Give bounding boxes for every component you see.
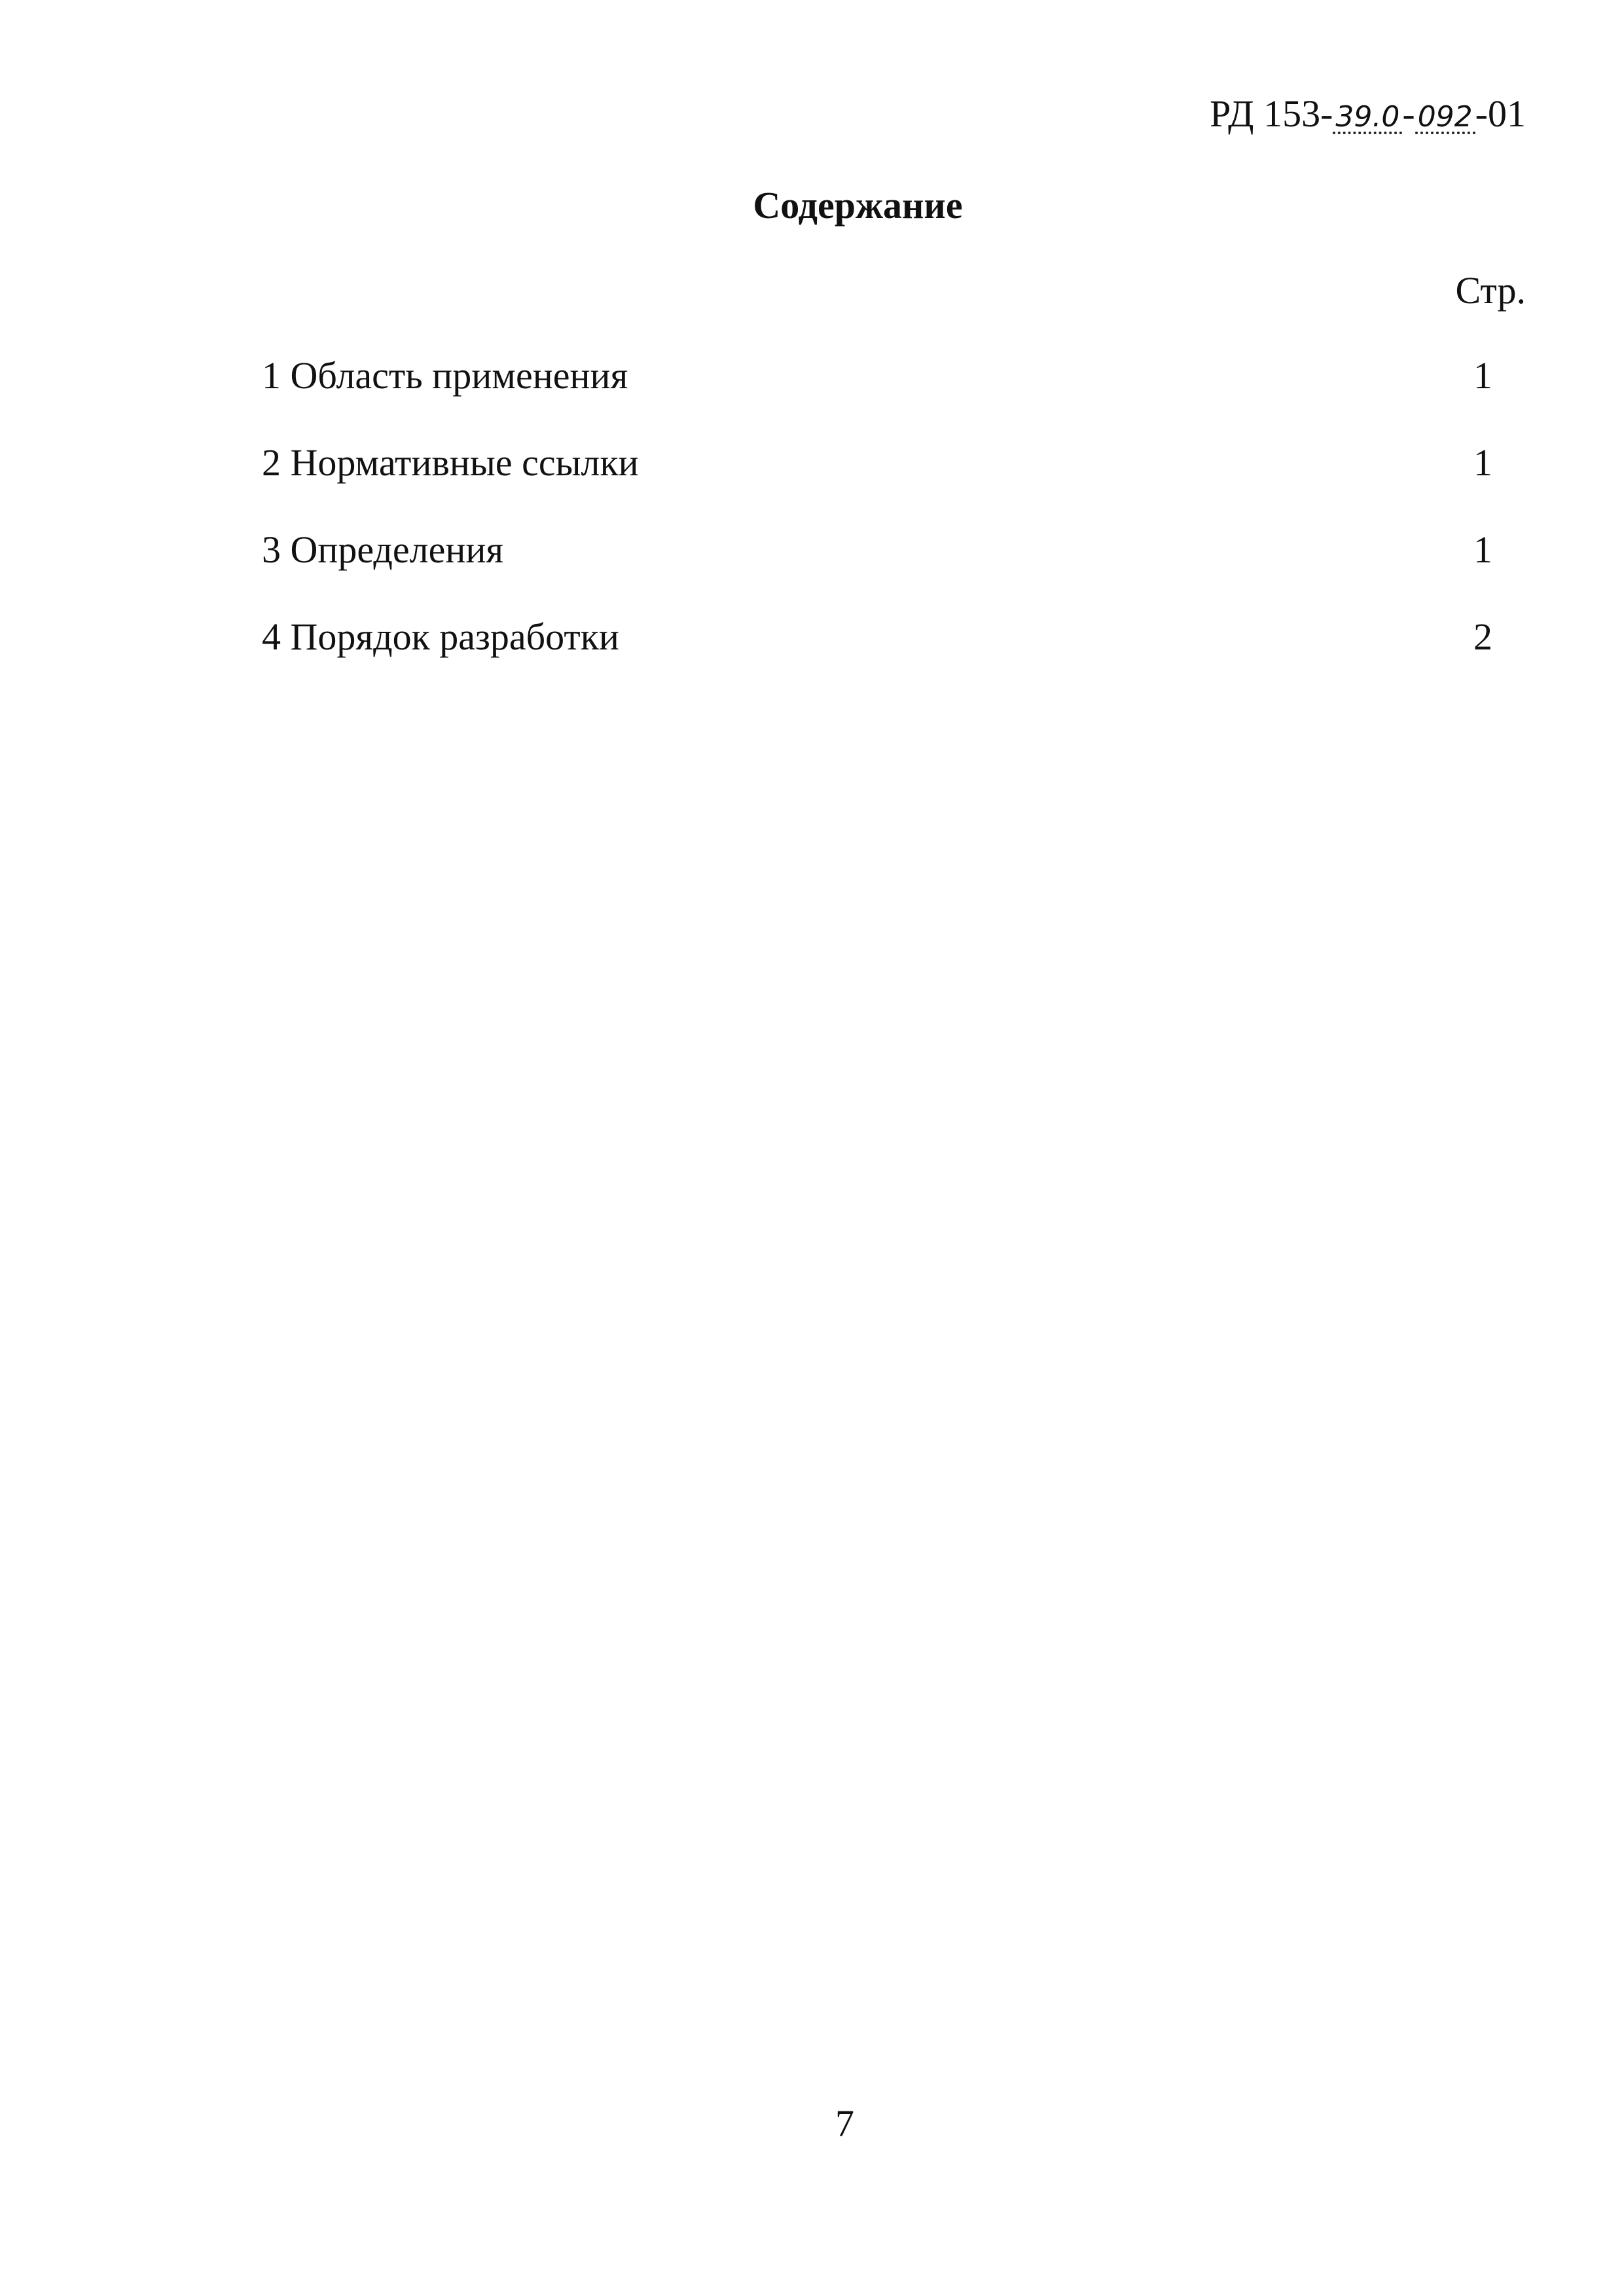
toc-title: Содержание	[753, 184, 963, 227]
toc-entry	[262, 441, 1499, 528]
toc-entry-page: 1	[1473, 354, 1492, 397]
document-code-handwritten-part-2: 092	[1415, 103, 1475, 134]
toc-entry	[262, 354, 1499, 441]
toc-entry-label: 1 Область применения	[262, 354, 628, 397]
toc-list	[262, 354, 1499, 702]
toc-entry	[262, 615, 1499, 702]
toc-entry-label: 4 Порядок разработки	[262, 615, 619, 658]
document-code-suffix: -01	[1475, 92, 1526, 135]
document-code-handwritten-part-1: 39.0	[1333, 103, 1402, 134]
document-code-prefix: РД 153-	[1210, 92, 1333, 135]
document-code	[1210, 92, 1526, 136]
page-column-label: Стр.	[1455, 269, 1526, 312]
page-number: 7	[835, 2102, 854, 2145]
toc-entry-label: 3 Определения	[262, 528, 504, 571]
toc-entry-label: 2 Нормативные ссылки	[262, 441, 639, 484]
toc-entry-page: 1	[1473, 441, 1492, 484]
document-code-separator: -	[1402, 92, 1415, 135]
toc-entry-page: 2	[1473, 615, 1492, 658]
toc-entry	[262, 528, 1499, 615]
toc-entry-page: 1	[1473, 528, 1492, 571]
